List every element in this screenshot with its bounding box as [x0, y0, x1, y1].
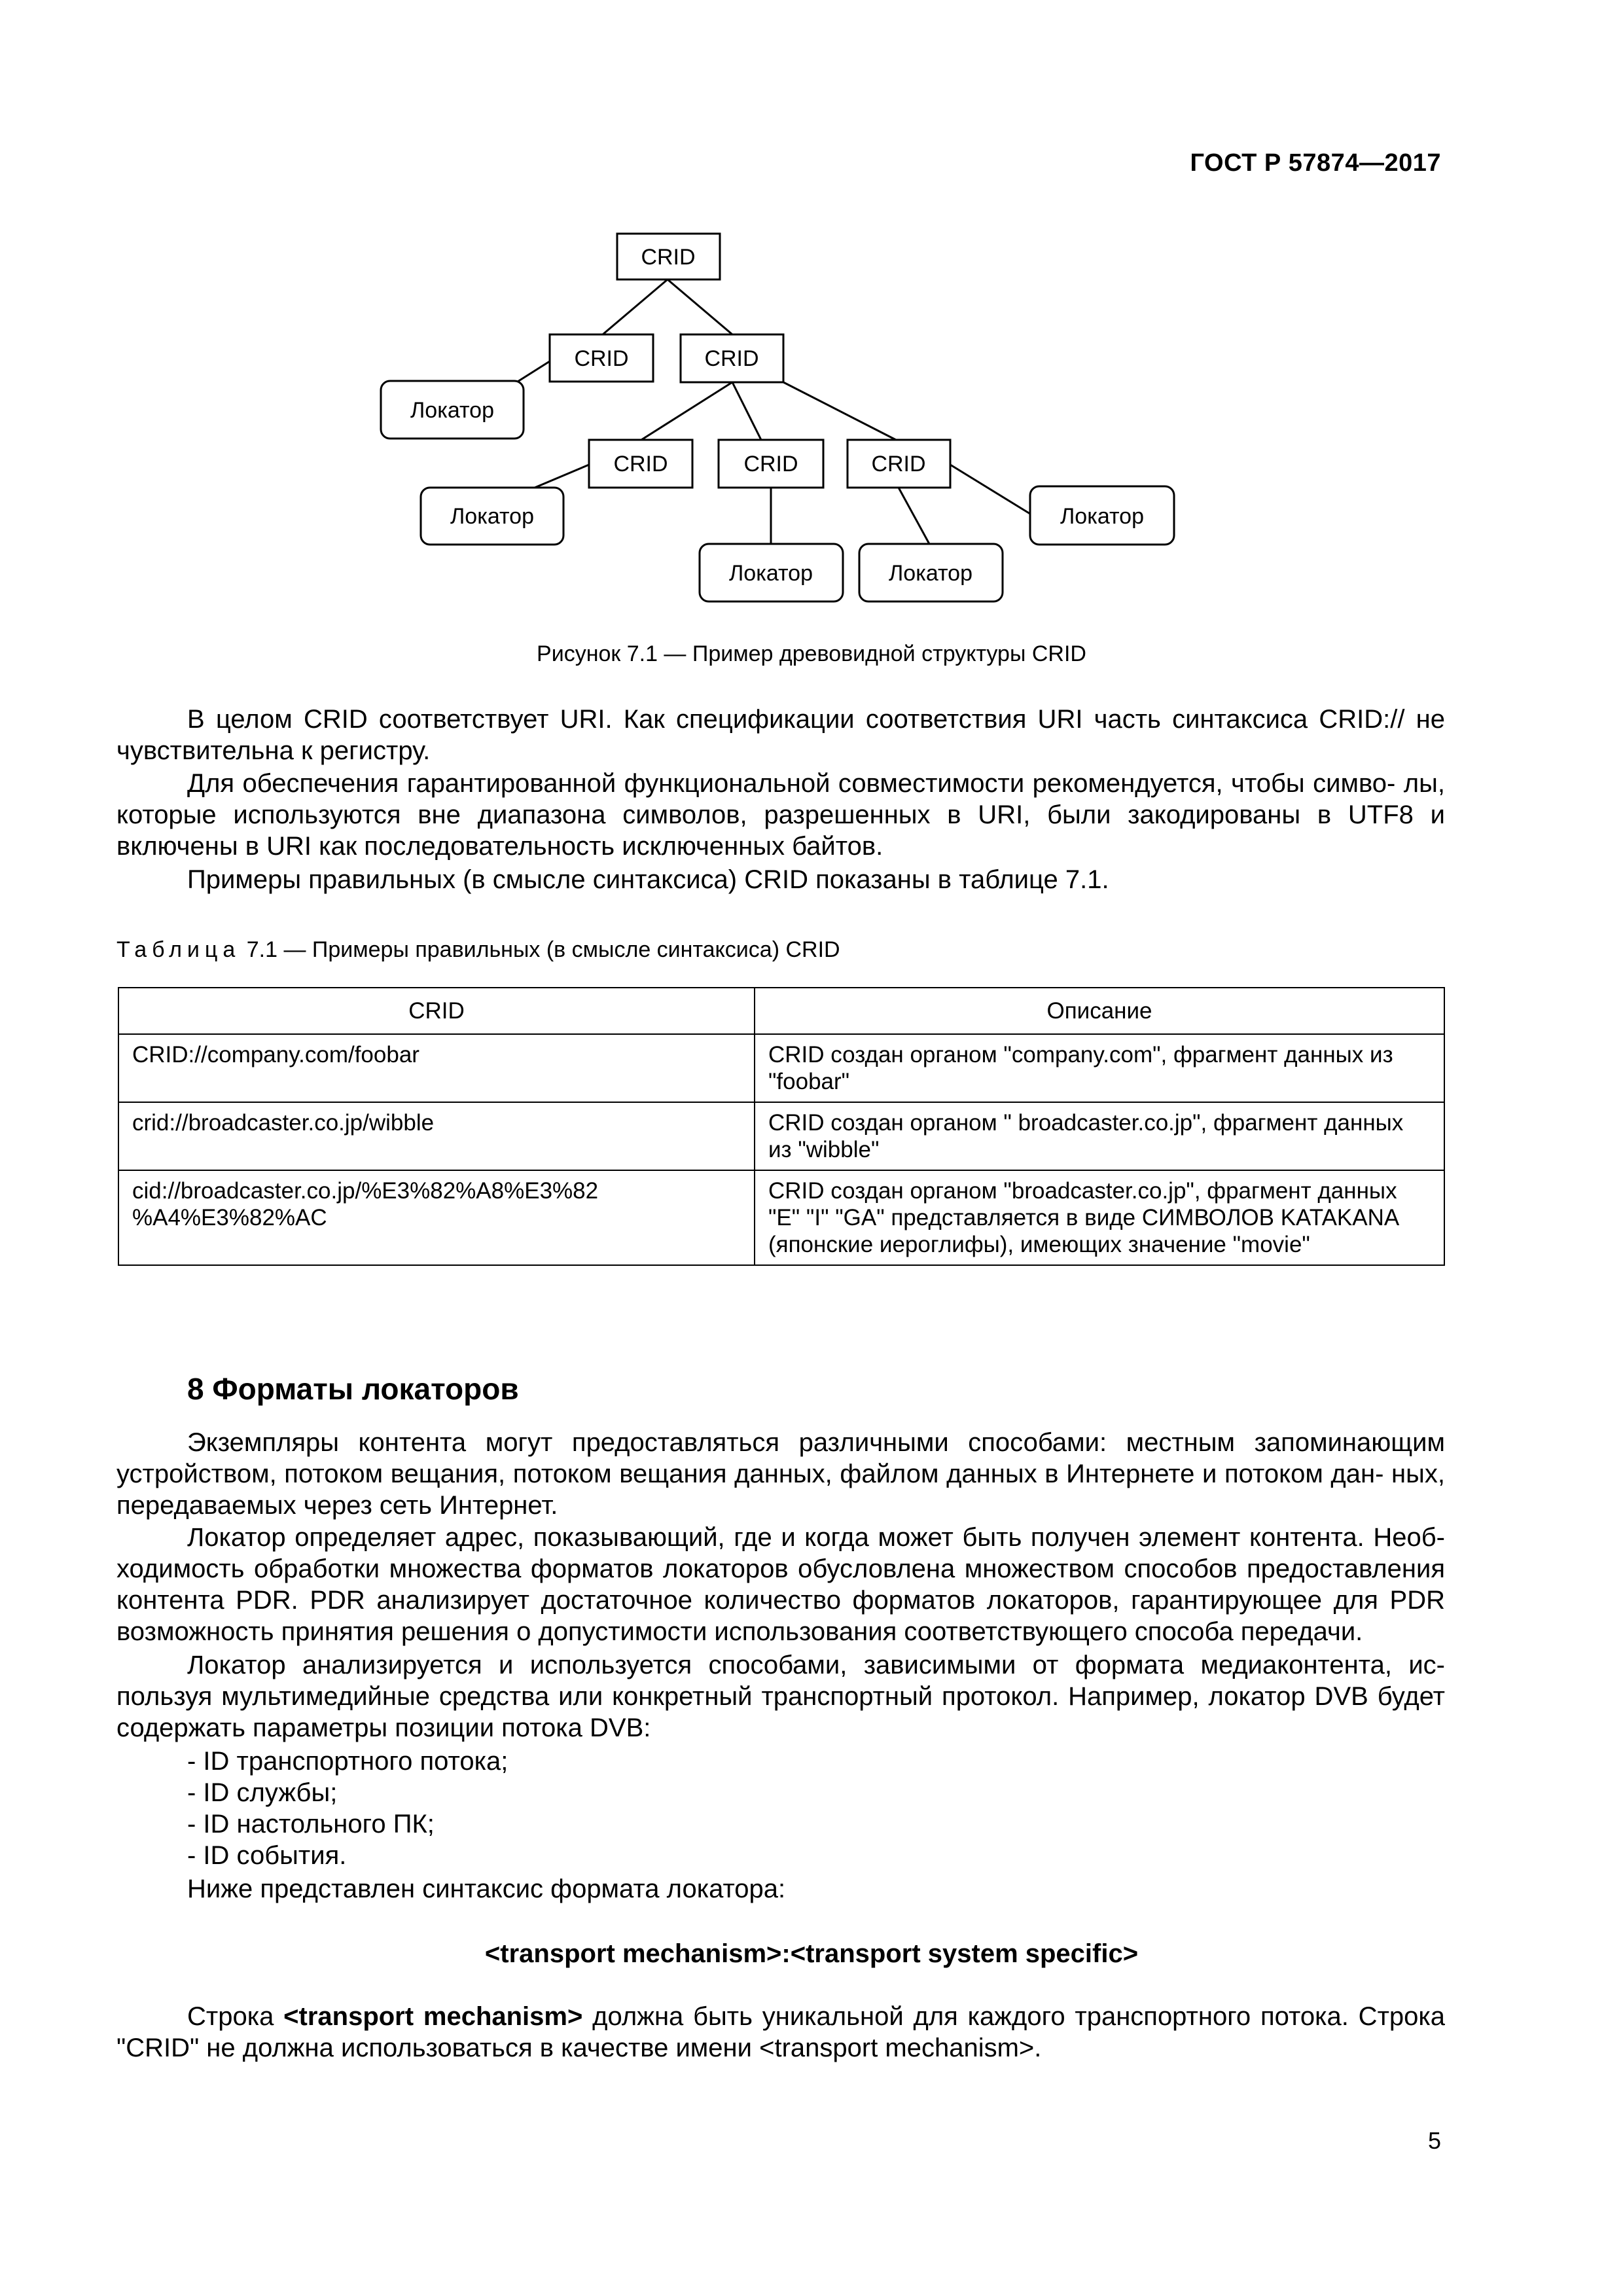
- crid-examples-table: [118, 987, 1445, 1266]
- table-title-text: 7.1 — Примеры правильных (в смысле синтаксиса) CRID: [246, 937, 840, 962]
- figure-caption: Рисунок 7.1 — Пример древовидной структуры CRID: [537, 641, 1086, 666]
- edge-c-locator-right: [950, 465, 1030, 514]
- column-header-crid: CRID: [118, 988, 755, 1034]
- table-row: [118, 1102, 1444, 1170]
- list-item: - ID события.: [187, 1841, 347, 1870]
- document-id: ГОСТ Р 57874—2017: [1190, 149, 1441, 177]
- edge-c-locator-down: [899, 488, 929, 544]
- locator-node-level3-c-label: Локатор: [888, 561, 973, 586]
- crid-node-root: [617, 234, 720, 279]
- list-item: - ID настольного ПК;: [187, 1810, 435, 1839]
- locator-node-level2-c-label: Локатор: [1060, 504, 1145, 529]
- table-row: [118, 1034, 1444, 1102]
- section-8-paragraph-2: Локатор определяет адрес, показывающий, где и когда может быть получен элемент контента. Необ- ходимость обработки множества форматов локаторов обусловлена множеством способов предоставления контента PDR. PDR анализирует достаточное количество форматов локаторов, гарантирующее для PDR возможность принятия решения о допустимости использования соответствующего способа передачи.: [116, 1523, 1445, 1646]
- crid-cell: crid://broadcaster.co.jp/wibble: [118, 1102, 755, 1170]
- crid-node-level2-a-label: CRID: [613, 452, 668, 476]
- intro-paragraph-3: Примеры правильных (в смысле синтаксиса) CRID показаны в таблице 7.1.: [187, 865, 1109, 894]
- locator-node-level3-c: [859, 544, 1003, 601]
- locator-node-level2-a-label: Локатор: [450, 504, 535, 529]
- locator-node-level1-label: Локатор: [410, 398, 495, 423]
- edge-right-b: [732, 382, 761, 440]
- edge-root-right: [668, 279, 732, 334]
- crid-node-level1-right-label: CRID: [704, 346, 759, 371]
- crid-node-level2-c-label: CRID: [871, 452, 926, 476]
- p5-before: Строка: [187, 2002, 284, 2031]
- edge-right-a: [641, 382, 732, 440]
- section-8-paragraph-5: [116, 2001, 1445, 2064]
- crid-tree-diagram: [0, 0, 1623, 628]
- crid-node-root-label: CRID: [641, 245, 696, 270]
- list-item: - ID службы;: [187, 1778, 338, 1807]
- crid-node-level2-b: [719, 440, 823, 488]
- edge-a-locator: [530, 465, 589, 490]
- edge-right-c: [783, 382, 896, 440]
- locator-node-level2-a: [421, 488, 563, 545]
- crid-node-level1-right: [681, 334, 783, 382]
- crid-cell: cid://broadcaster.co.jp/%E3%82%A8%E3%82 %A4%E3%82%AC: [118, 1170, 755, 1265]
- column-header-description: Описание: [755, 988, 1444, 1034]
- edge-root-left: [603, 279, 668, 334]
- locator-node-level1: [381, 381, 524, 439]
- description-cell: CRID создан органом "broadcaster.co.jp", фрагмент данных "Е" "I" "GA" представляется в виде СИМВОЛОВ KATAKANA (японские иероглифы), имеющих значение "movie": [755, 1170, 1444, 1265]
- description-cell: CRID создан органом "company.com", фрагмент данных из "foobar": [755, 1034, 1444, 1102]
- list-item: - ID транспортного потока;: [187, 1747, 508, 1776]
- crid-node-level2-c: [847, 440, 950, 488]
- crid-node-level1-left-label: CRID: [574, 346, 629, 371]
- table-row: [118, 1170, 1444, 1265]
- intro-paragraph-2: Для обеспечения гарантированной функциональной совместимости рекомендуется, чтобы симво- лы, которые используются вне диапазона символов, разрешенных в URI, были закодированы в UTF8 и включены в URI как последовательность исключенных байтов.: [116, 769, 1445, 861]
- locator-node-level3-b: [700, 544, 843, 601]
- dvb-parameters-list: [116, 1746, 1445, 1871]
- p5-bold-term: <transport mechanism>: [283, 2002, 583, 2031]
- table-label: Таблица: [116, 937, 241, 962]
- crid-node-level2-a: [589, 440, 692, 488]
- section-8-paragraph-3: Локатор анализируется и используется способами, зависимыми от формата медиаконтента, ис- пользуя мультимедийные средства или конкретный транспортный протокол. Например, локатор DVB будет содержать параметры позиции потока DVB:: [116, 1651, 1445, 1742]
- table-title: [116, 937, 840, 963]
- intro-paragraph-1: В целом CRID соответствует URI. Как спецификации соответствия URI часть синтаксиса CRID:// не чувствительна к регистру.: [116, 705, 1445, 765]
- table-header-row: [118, 988, 1444, 1034]
- section-8-paragraph-4: Ниже представлен синтаксис формата локатора:: [187, 1874, 786, 1903]
- crid-node-level2-b-label: CRID: [743, 452, 798, 476]
- section-8-paragraph-1: Экземпляры контента могут предоставляться различными способами: местным запоминающим устройством, потоком вещания, потоком вещания данных, файлом данных в Интернете и потоком дан- ных, передаваемых через сеть Интернет.: [116, 1428, 1445, 1520]
- locator-node-level2-c: [1030, 486, 1174, 545]
- section-8-heading: 8 Форматы локаторов: [187, 1372, 519, 1406]
- crid-node-level1-left: [550, 334, 653, 382]
- description-cell: CRID создан органом " broadcaster.co.jp", фрагмент данных из "wibble": [755, 1102, 1444, 1170]
- p5-after: должна быть уникальной для каждого транспортного потока. Строка "CRID" не должна использоваться в качестве имени <transport mechanism>.: [116, 2002, 1446, 2062]
- crid-cell: CRID://company.com/foobar: [118, 1034, 755, 1102]
- page-number: 5: [1427, 2127, 1441, 2154]
- locator-syntax: <transport mechanism>:<transport system specific>: [484, 1939, 1139, 1968]
- locator-node-level3-b-label: Локатор: [728, 561, 813, 586]
